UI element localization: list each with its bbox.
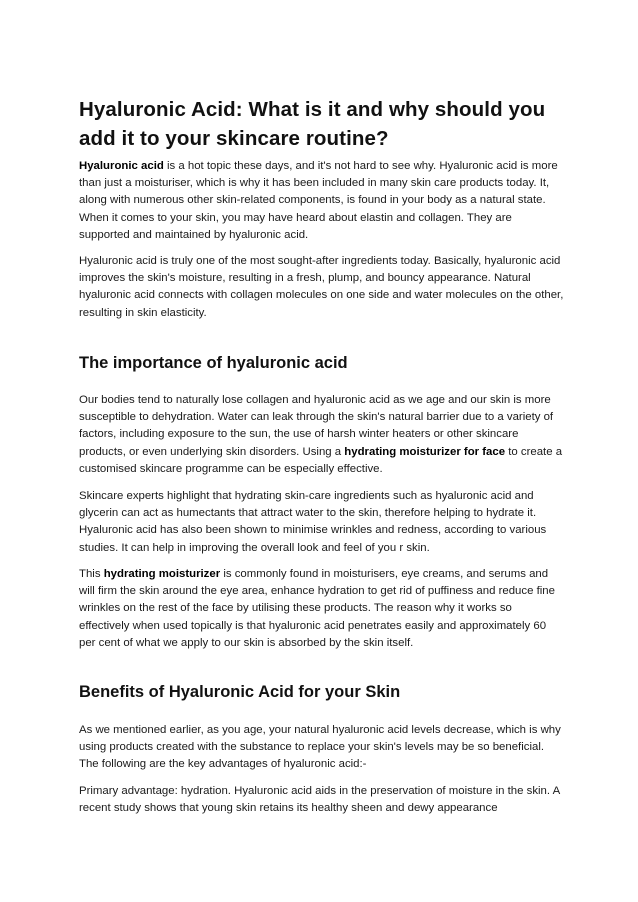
paragraph-text: This xyxy=(79,568,104,580)
paragraph: As we mentioned earlier, as you age, your natural hyaluronic acid levels decrease, which is why using products created with the substance to replace your skin's levels may be so beneficial. The following are the key advantages of hyaluronic acid:- xyxy=(79,724,561,771)
paragraph xyxy=(79,158,565,244)
paragraph: Hyaluronic acid is truly one of the most sought-after ingredients today. Basically, hyaluronic acid improves the skin's moisture, resulting in a fresh, plump, and bouncy appearance. Natural hyaluronic acid connects with collagen molecules on one side and water molecules on the other, resulting in skin elasticity. xyxy=(79,255,564,319)
intro-paragraph-2 xyxy=(79,253,565,322)
section-importance-heading xyxy=(79,352,565,374)
paragraph xyxy=(79,392,565,478)
intro-paragraph-1 xyxy=(79,158,565,244)
benefits-paragraph-2 xyxy=(79,783,565,817)
importance-paragraph-3 xyxy=(79,566,565,652)
importance-paragraph-1 xyxy=(79,392,565,478)
paragraph-text: is a hot topic these days, and it's not hard to see why. Hyaluronic acid is more than just a moisturiser, which is why it has been included in many skin care products today. It, along with numerous other skin-related components, is found in your body as a natural state. When it comes to your skin, you may have heard about elastin and collagen. They are supported and maintained by hyaluronic acid. xyxy=(79,160,558,241)
paragraph-text: is commonly found in moisturisers, eye creams, and serums and will firm the skin around the eye area, enhance hydration to get rid of puffiness and reduce fine wrinkles on the rest of the face by utilising these products. The reason why it works so effectively when used topically is that hyaluronic acid penetrates easily and approximately 60 per cent of what we apply to our skin is absorbed by the skin itself. xyxy=(79,568,555,649)
section-heading: The importance of hyaluronic acid xyxy=(79,354,348,372)
bold-link-term: hydrating moisturizer for face xyxy=(344,445,506,458)
benefits-paragraph-1 xyxy=(79,722,565,774)
section-heading: Benefits of Hyaluronic Acid for your Skin xyxy=(79,683,401,701)
importance-paragraph-2 xyxy=(79,488,565,557)
bold-link-term: hydrating moisturizer xyxy=(103,568,221,580)
bold-term: Hyaluronic acid xyxy=(79,160,164,172)
section-benefits-heading xyxy=(79,681,565,703)
paragraph xyxy=(79,566,565,652)
article-title: Hyaluronic Acid: What is it and why should you add it to your skincare routine? xyxy=(79,98,546,150)
article-title-block xyxy=(79,95,565,153)
paragraph: Primary advantage: hydration. Hyaluronic acid aids in the preservation of moisture in the skin. A recent study shows that young skin retains its healthy sheen and dewy appearance xyxy=(79,785,560,815)
paragraph-text: to create a customised skincare programme can be especially effective. xyxy=(79,445,563,475)
paragraph-text: Our bodies tend to naturally lose collagen and hyaluronic acid as we age and our skin is more susceptible to dehydration. Water can leak through the skin's natural barrier due to a variety of factors, including exposure to the sun, the use of harsh winter heaters or other skincare products, or even underlying skin disorders. Using a xyxy=(79,394,554,458)
paragraph: Skincare experts highlight that hydrating skin-care ingredients such as hyaluronic acid and glycerin can act as humectants that attract water to the skin, therefore helping to hydrate it. Hyaluronic acid has also been shown to minimise wrinkles and redness, according to various studies. It can help in improving the overall look and feel of you r skin. xyxy=(79,490,547,554)
